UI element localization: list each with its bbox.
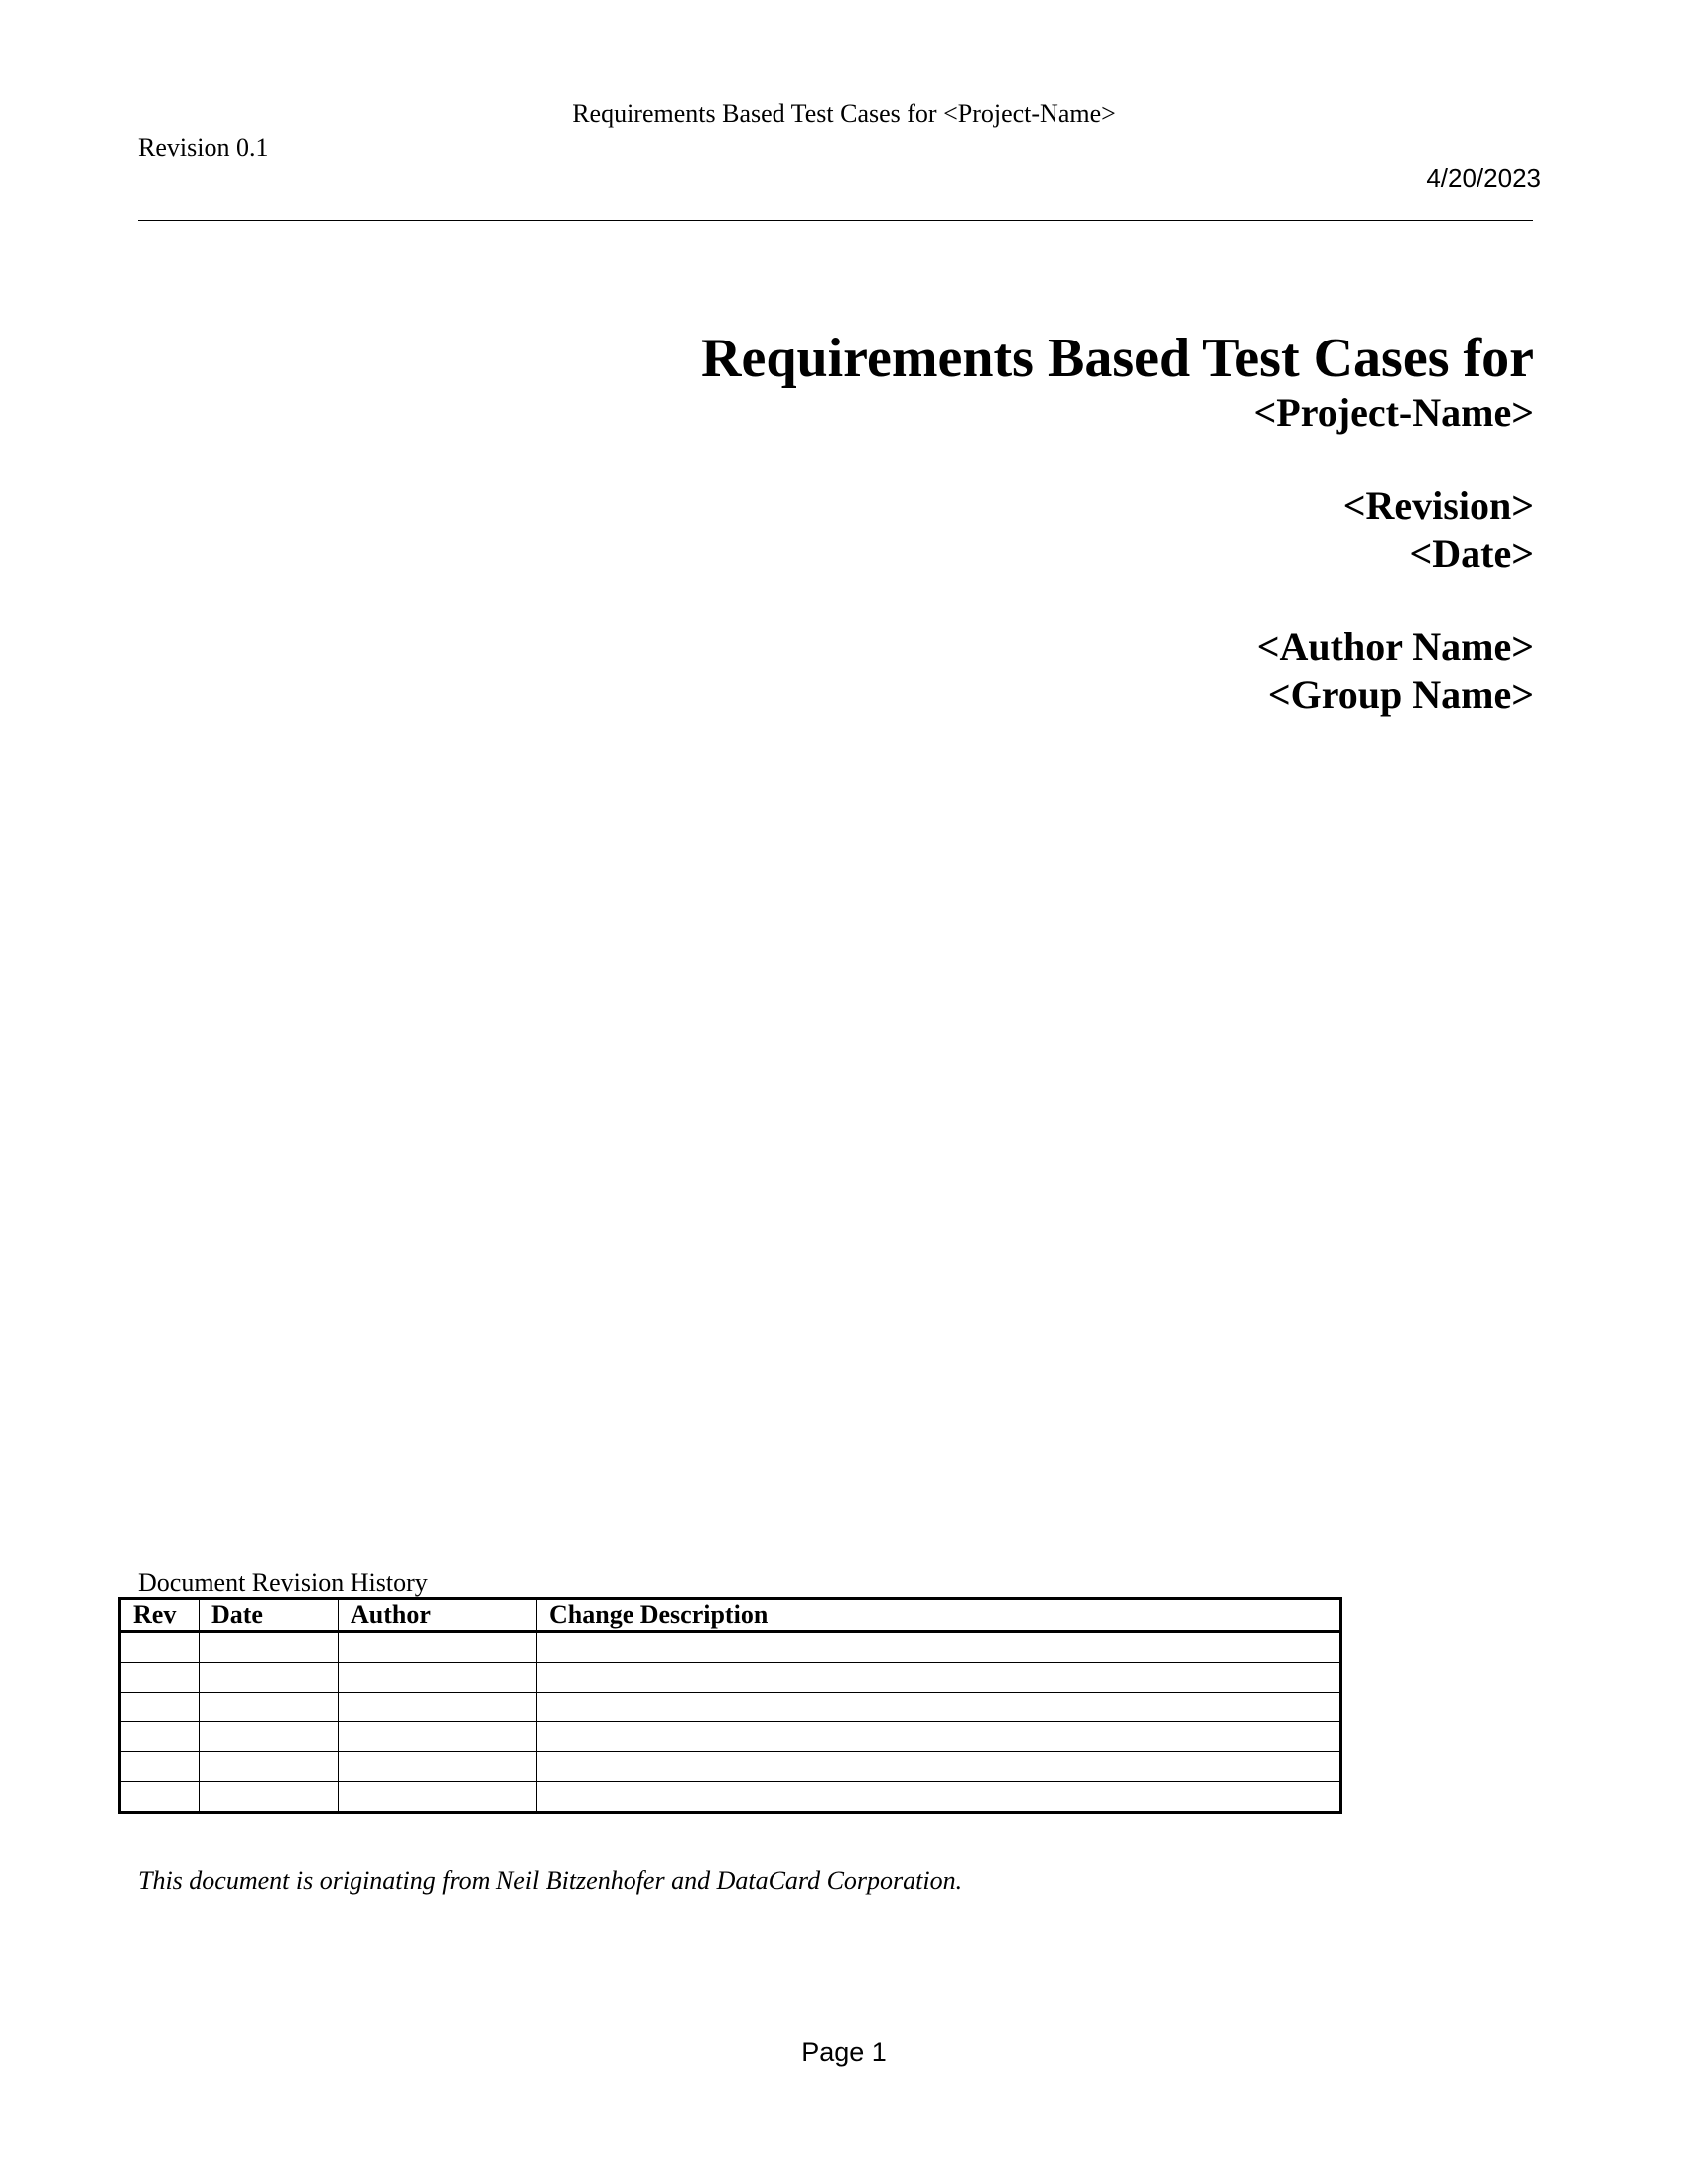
cell-rev [120,1722,200,1752]
cell-author [339,1752,537,1782]
revision-placeholder: <Revision> [1342,483,1534,528]
cell-date [200,1632,339,1663]
document-title: Requirements Based Test Cases for [701,328,1534,389]
cell-author [339,1722,537,1752]
table-row [120,1722,1341,1752]
cell-change-description [537,1663,1341,1693]
table-row [120,1752,1341,1782]
cell-date [200,1693,339,1722]
header-title: Requirements Based Test Cases for <Project-Name> [572,99,1116,128]
origin-note: This document is originating from Neil Bitzenhofer and DataCard Corporation. [138,1866,963,1895]
table-row [120,1632,1341,1663]
column-header-date: Date [200,1599,339,1632]
project-name: <Project-Name> [1253,390,1534,435]
cell-rev [120,1752,200,1782]
cell-change-description [537,1782,1341,1813]
revision-history-label: Document Revision History [138,1569,428,1597]
cell-rev [120,1663,200,1693]
cell-author [339,1632,537,1663]
cell-date [200,1663,339,1693]
cell-author [339,1782,537,1813]
cell-date [200,1722,339,1752]
cell-rev [120,1632,200,1663]
column-header-author: Author [339,1599,537,1632]
group-placeholder: <Group Name> [1267,672,1534,717]
column-header-rev: Rev [120,1599,200,1632]
cell-rev [120,1693,200,1722]
page-number: Page 1 [801,2037,887,2067]
cell-rev [120,1782,200,1813]
table-row [120,1693,1341,1722]
cell-change-description [537,1632,1341,1663]
table-header-row [120,1599,1341,1632]
header-divider [138,220,1533,221]
revision-history-table [118,1597,1342,1814]
header-date: 4/20/2023 [1426,163,1541,193]
cell-change-description [537,1693,1341,1722]
author-placeholder: <Author Name> [1256,624,1534,669]
cell-author [339,1693,537,1722]
column-header-change-description: Change Description [537,1599,1341,1632]
date-placeholder: <Date> [1409,531,1534,576]
cell-change-description [537,1722,1341,1752]
cell-date [200,1752,339,1782]
header-revision: Revision 0.1 [138,133,269,162]
cell-change-description [537,1752,1341,1782]
table-row [120,1782,1341,1813]
cell-author [339,1663,537,1693]
table-row [120,1663,1341,1693]
title-block [701,328,1534,719]
cell-date [200,1782,339,1813]
